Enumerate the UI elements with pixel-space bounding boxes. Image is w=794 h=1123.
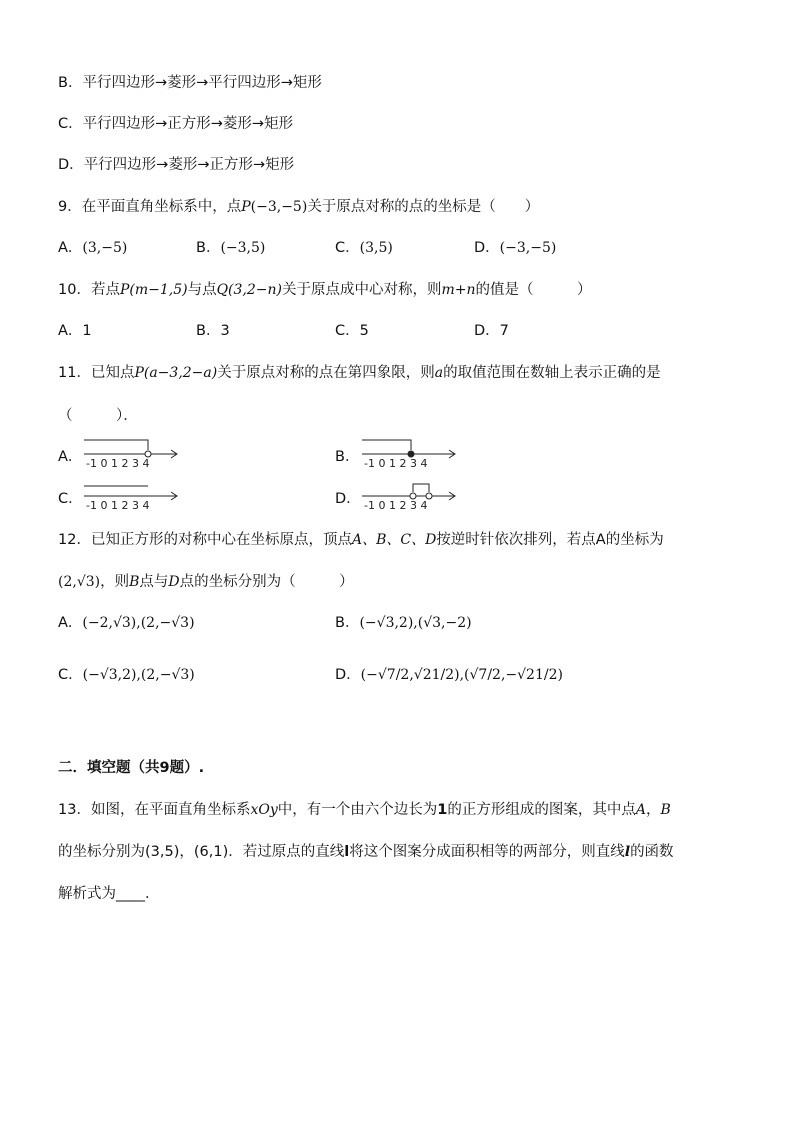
q13-system: xOy: [250, 802, 278, 818]
axis-ticks: -1 0 1 2 3 4: [86, 499, 150, 512]
axis-ticks: -1 0 1 2 3 4: [364, 457, 428, 470]
q11-option-b-label: B．: [335, 449, 360, 465]
q13-line3: 解析式为____．: [58, 886, 160, 902]
q9-option-a: A．(3,−5): [58, 240, 128, 256]
q12-option-b: B．(−√3,2),(√3,−2): [335, 615, 472, 631]
q11-number-line-c: [80, 478, 190, 512]
q11-number-line-b: [358, 436, 468, 470]
q10-point-p: P(m−1,5): [119, 282, 188, 298]
q11-option-a-label: A．: [58, 449, 83, 465]
q12-option-d: D．(−√7/2,√21/2),(√7/2,−√21/2): [335, 667, 563, 683]
q9-stem: [58, 197, 539, 217]
q9-option-d: D．(−3,−5): [474, 240, 557, 256]
q8-option-b: B．平行四边形→菱形→平行四边形→矩形: [58, 75, 322, 91]
q10-point-q: Q(3,2−n): [216, 282, 282, 298]
q13-line1: 13．如图，在平面直角坐标系xOy中，有一个由六个边长为1的正方形组成的图案，其中点A，B: [58, 802, 671, 818]
q11-paren: （ ）．: [58, 408, 138, 424]
q11-option-d-label: D．: [335, 491, 361, 507]
q11-var: a: [434, 365, 444, 381]
axis-ticks: -1 0 1 2 3 4: [86, 457, 150, 470]
q12-stem-line2: (2,√3)，则B点与D点的坐标分别为（ ）: [58, 574, 354, 590]
q10-option-c: C．5: [335, 323, 369, 339]
q12-option-a: A．(−2,√3),(2,−√3): [58, 615, 195, 631]
q9-option-c: C．(3,5): [335, 240, 393, 256]
q12-vertices: A、B、C、D: [351, 532, 437, 548]
q11-stem: 11．已知点P(a−3,2−a)关于原点对称的点在第四象限，则a的取值范围在数轴上表示正确的是: [58, 365, 661, 381]
q13-line2: 的坐标分别为(3,5)，(6,1)．若过原点的直线l将这个图案分成面积相等的两部分，则直线l的函数: [58, 844, 674, 860]
q9-stem-post: 关于原点对称的点的坐标是（ ）: [307, 199, 540, 215]
q10-option-a: A．1: [58, 323, 92, 339]
q12-option-c: C．(−√3,2),(2,−√3): [58, 667, 195, 683]
q11-option-c-label: C．: [58, 491, 83, 507]
q11-point: P(a−3,2−a): [134, 365, 218, 381]
q10-option-d: D．7: [474, 323, 509, 339]
q9-point: P: [241, 199, 251, 215]
q8-option-d: D．平行四边形→菱形→正方形→矩形: [58, 157, 295, 173]
q12-coord-a: (2,√3): [58, 574, 101, 590]
axis-ticks: -1 0 1 2 3 4: [364, 499, 428, 512]
q11-number-line-a: [80, 436, 190, 470]
q10-expr: m+n: [441, 282, 476, 298]
q10-option-b: B．3: [196, 323, 230, 339]
q9-option-b: B．(−3,5): [196, 240, 266, 256]
q10-stem: 10．若点P(m−1,5)与点Q(3,2−n)关于原点成中心对称，则m+n的值是（ ）: [58, 282, 592, 298]
q9-stem-pre: 9．在平面直角坐标系中，点: [58, 199, 242, 215]
section-2-title: 二．填空题（共9题）.: [58, 760, 205, 776]
q12-stem-line1: 12．已知正方形的对称中心在坐标原点，顶点A、B、C、D按逆时针依次排列，若点A的坐标为: [58, 532, 664, 548]
q11-number-line-d: [358, 478, 468, 512]
q9-coords: (−3,−5): [250, 199, 308, 215]
q8-option-c: C．平行四边形→正方形→菱形→矩形: [58, 116, 294, 132]
